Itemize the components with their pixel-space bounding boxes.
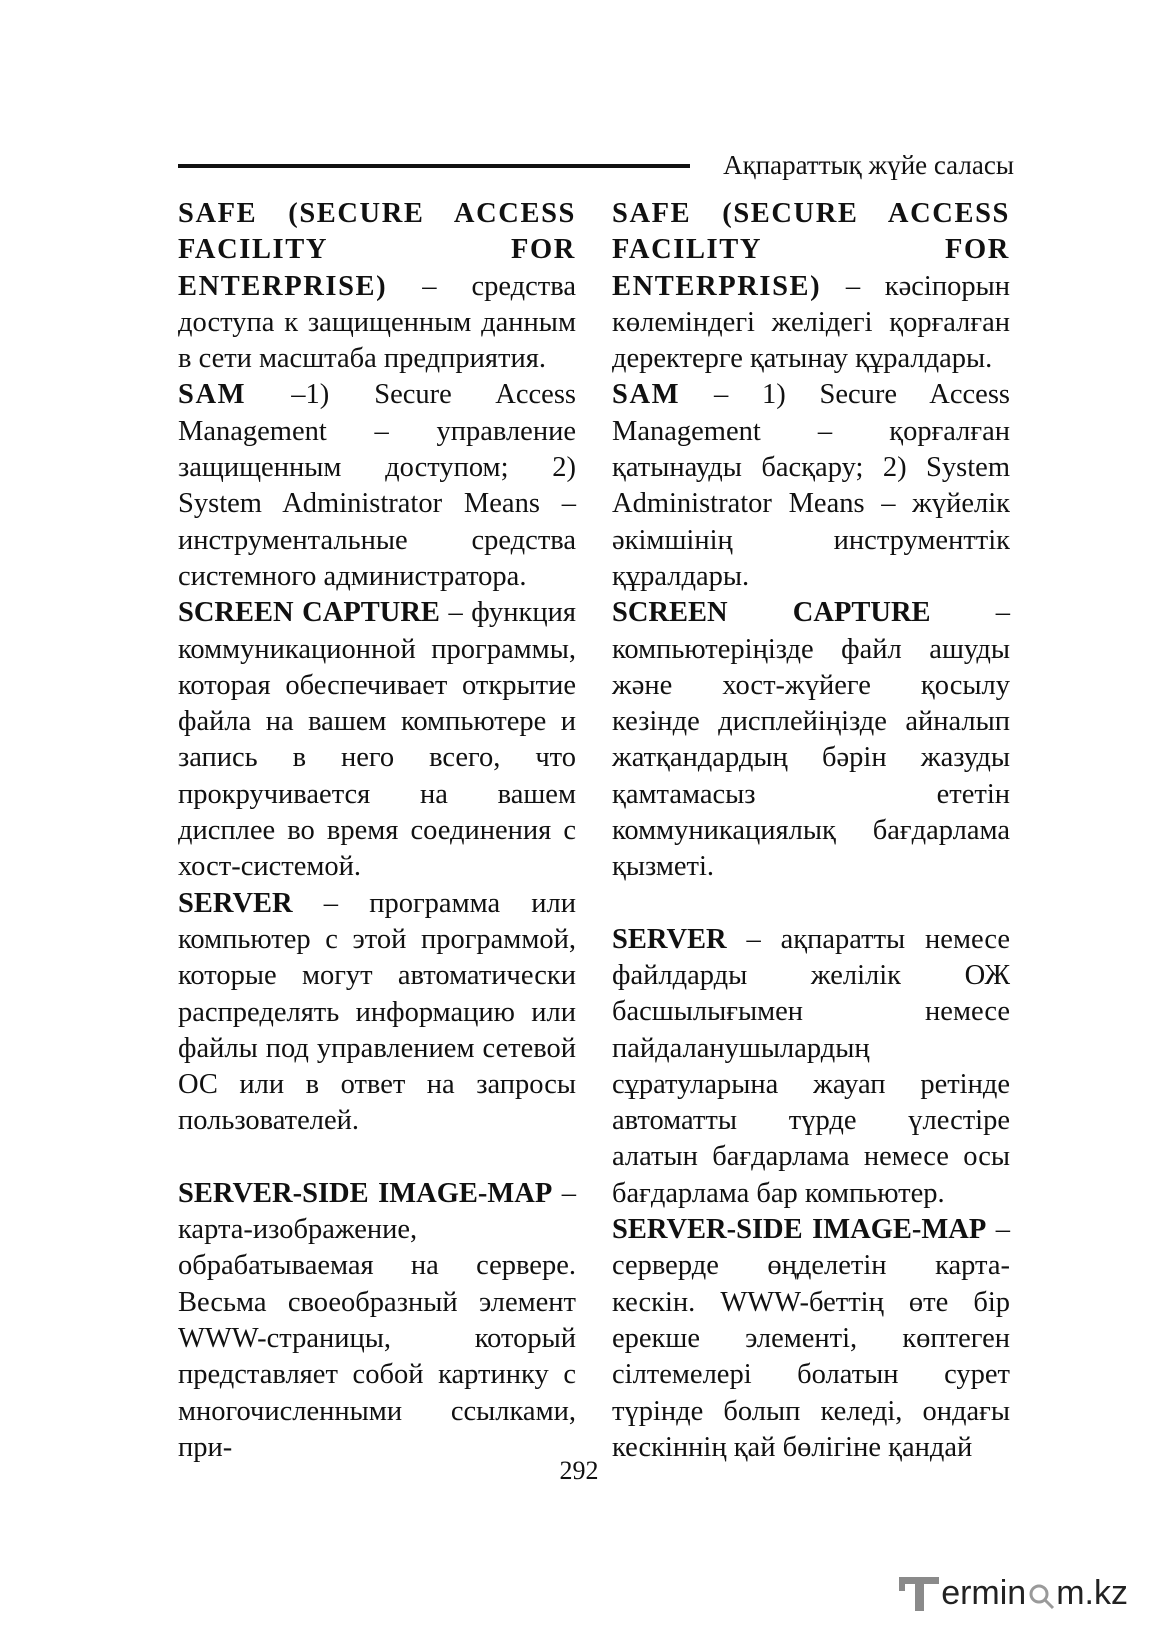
glossary-entry-server <box>612 922 1010 1212</box>
entry-term: SAFE (SECURE ACCESS FACILITY FOR ENTERPRISE) <box>178 198 576 302</box>
entry-definition: – средства доступа к защищенным данным в сети масштаба предприятия. <box>178 270 576 375</box>
glossary-entry-sam <box>178 377 576 595</box>
watermark-text-suffix: m.kz <box>1056 1573 1128 1612</box>
entry-definition: – кәсіпорын көлеміндегі желідегі қорғалған деректерге қатынау құралдары. <box>612 270 1010 375</box>
entry-definition: – серверде өңделетін карта-кескін. WWW-беттің өте бір ерекше элементі, көптеген сілтемелері болатын сурет түрінде болып келеді, ондағы кескіннің қай бөлігіне қандай <box>612 1214 1010 1463</box>
termincom-logo-icon <box>897 1571 941 1615</box>
glossary-entry-screen-capture <box>178 595 576 885</box>
entry-term: SCREEN CAPTURE <box>612 597 931 629</box>
entry-term: SERVER-SIDE IMAGE-MAP <box>178 1177 553 1209</box>
entry-definition: –1) Secure Access Management – управление защищенным доступом; 2) System Administrator Means – инструментальные средства системного администратора. <box>178 379 576 592</box>
glossary-entry-safe <box>612 196 1010 377</box>
entry-definition: – карта-изображение, обрабатываемая на сервере. Весьма своеобразный элемент WWW-страницы, который представляет собой картинку с многочисленными ссылками, при- <box>178 1177 576 1463</box>
entry-definition: – 1) Secure Access Management – қорғалған қатынауды басқару; 2) System Administrator Means – жүйелік әкімшінің инструменттік құралдары. <box>612 379 1010 592</box>
header-rule <box>178 164 690 168</box>
page-number: 292 <box>559 1456 599 1485</box>
entry-definition: – компьютеріңізде файл ашуды және хост-жүйеге қосылу кезінде дисплейіңізде айналып жатқандардың бәрін жазуды қамтамасыз ететін коммуникациялық бағдарлама қызметі. <box>612 597 1010 883</box>
glossary-entry-server-side-image-map <box>612 1212 1010 1466</box>
watermark-logo <box>897 1571 1128 1615</box>
entry-definition: – программа или компьютер с этой программой, которые могут автоматически распределять информацию или файлы под управлением сетевой ОС или в ответ на запросы пользователей. <box>178 887 576 1137</box>
running-title: Ақпараттық жүйе саласы <box>723 150 1014 180</box>
entry-term: SAFE (SECURE ACCESS FACILITY FOR ENTERPRISE) <box>612 198 1010 302</box>
glossary-entry-sam <box>612 377 1010 595</box>
entry-term: SERVER-SIDE IMAGE-MAP <box>612 1214 987 1246</box>
glossary-entry-server-side-image-map <box>178 1176 576 1466</box>
entry-term: SERVER <box>178 887 293 919</box>
glossary-entry-safe <box>178 196 576 377</box>
entry-definition: – функция коммуникационной программы, которая обеспечивает открытие файла на вашем компьютере и запись в него всего, что прокручивается на вашем дисплее во время соединения с хост-системой. <box>178 597 576 883</box>
right-column-kazakh <box>612 196 1010 1466</box>
watermark-search-icon <box>1026 1576 1056 1610</box>
watermark-text-prefix: ermin <box>941 1573 1027 1612</box>
entry-term: SCREEN CAPTURE <box>178 597 440 629</box>
entry-definition: – ақпаратты немесе файлдарды желілік ОЖ басшылығымен немесе пайдаланушылардың сұратуларына жауап ретінде автоматты түрде үлестіре алатын бағдарлама немесе осы бағдарлама бар компьютер. <box>612 923 1010 1209</box>
entry-term: SAM <box>178 379 247 411</box>
entry-term: SAM <box>612 379 681 411</box>
running-head <box>178 148 1014 182</box>
left-column-russian <box>178 196 576 1466</box>
entry-term: SERVER <box>612 923 727 955</box>
glossary-entry-screen-capture <box>612 595 1010 885</box>
entry-spacer <box>178 1140 576 1176</box>
glossary-entry-server <box>178 886 576 1140</box>
entry-spacer <box>612 886 1010 922</box>
